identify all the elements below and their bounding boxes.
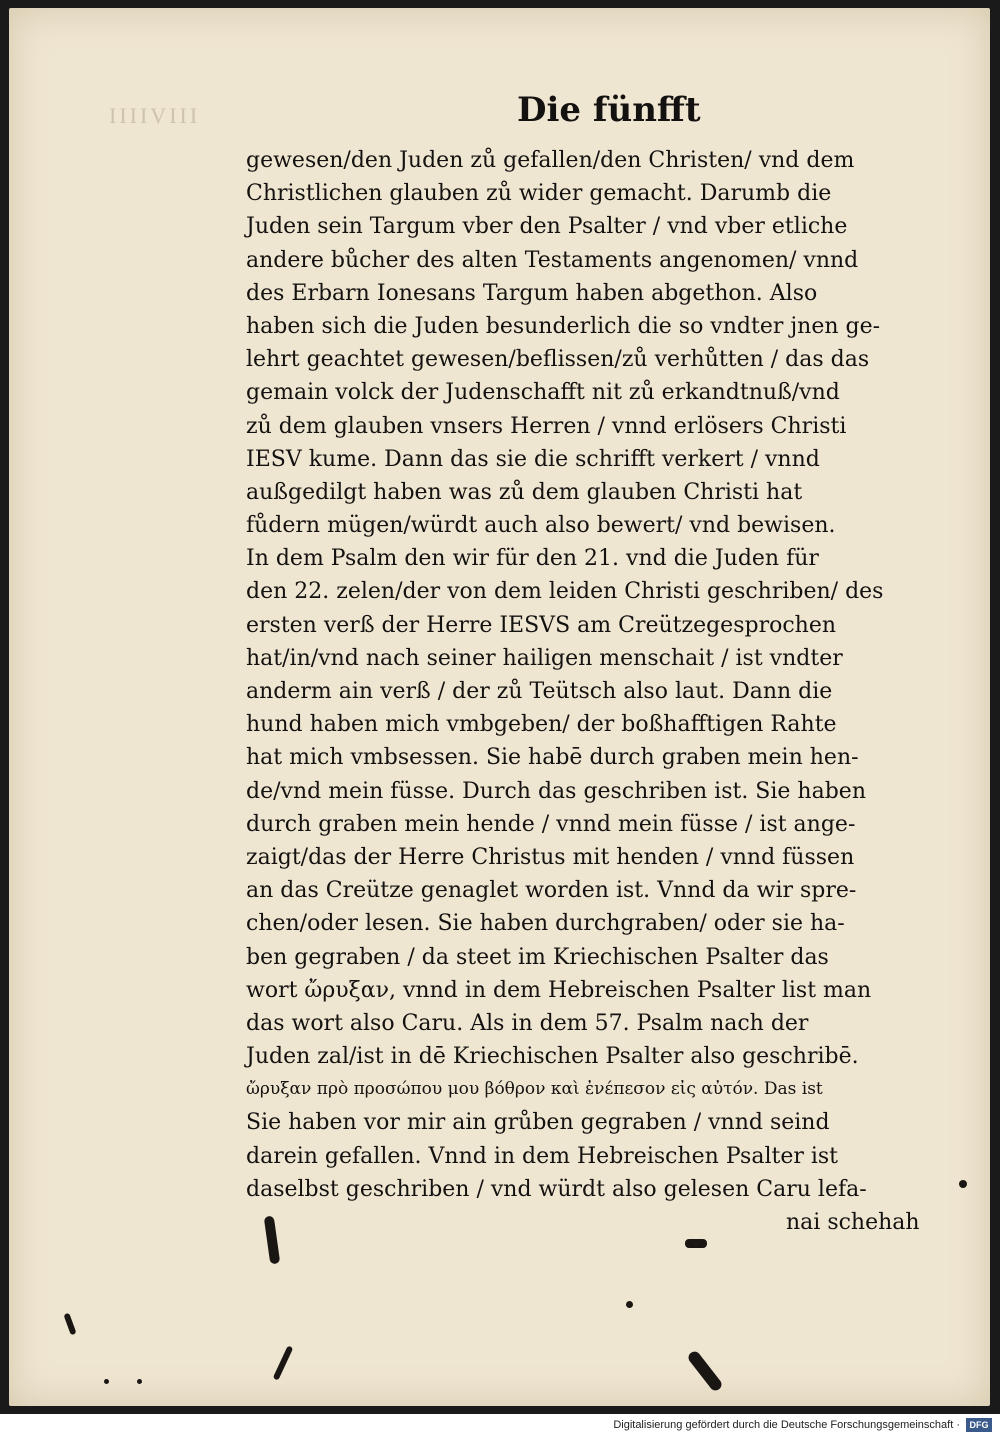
text-line-5: des Erbarn Ionesans Targum haben abgethon. Also [246, 280, 818, 306]
text-line-13: In dem Psalm den wir für den 21. vnd die Juden für [246, 546, 819, 572]
text-line-27: das wort also Caru. Als in dem 57. Psalm nach der [246, 1010, 809, 1036]
ink-speck-1 [104, 1379, 109, 1384]
text-line-7: lehrt geachtet gewesen/beflissen/zů verhůtten / das das [246, 347, 870, 373]
body-text [246, 144, 946, 1239]
text-line-30: Sie haben vor mir ain grůben gegraben / vnnd seind [246, 1110, 830, 1136]
bleed-through-text: IIIIVIII [109, 103, 201, 128]
text-line-19: hat mich vmbsessen. Sie habē durch graben mein hen- [246, 745, 859, 771]
text-line-25: ben gegraben / da steet im Kriechischen Psalter das [246, 944, 829, 970]
text-line-2: Christlichen glauben zů wider gemacht. Darumb die [246, 181, 832, 207]
text-line-10: IESV kume. Dann das sie die schrifft verkert / vnnd [246, 446, 820, 472]
text-line-20: de/vnd mein füsse. Durch das geschriben ist. Sie haben [246, 778, 866, 804]
text-line-26: wort ὤρυξαν, vnnd in dem Hebreischen Psalter list man [246, 977, 872, 1003]
text-line-8: gemain volck der Judenschafft nit zů erkandtnuß/vnd [246, 380, 840, 406]
text-line-28: Juden zal/ist in dē Kriechischen Psalter also geschribē. [246, 1044, 859, 1070]
ink-speck-2 [137, 1379, 142, 1384]
text-line-6: haben sich die Juden besunderlich die so vndter jnen ge- [246, 313, 881, 339]
ink-slash-bottom [273, 1345, 294, 1380]
text-line-18: hund haben mich vmbgeben/ der boßhafftigen Rahte [246, 712, 837, 738]
text-line-24: chen/oder lesen. Sie haben durchgraben/ oder sie ha- [246, 911, 845, 937]
ink-dot-center [626, 1301, 633, 1308]
text-line-16: hat/in/vnd nach seiner hailigen menschait / ist vndter [246, 645, 843, 671]
text-line-23: an das Creütze genaglet worden ist. Vnnd da wir spre- [246, 878, 857, 904]
text-line-21: durch graben mein hende / vnnd mein füsse / ist ange- [246, 811, 856, 837]
running-header: Die fünfft [517, 90, 701, 130]
text-line-14: den 22. zelen/der von dem leiden Christi geschriben/ des [246, 579, 884, 605]
ink-blot-bottom-right [686, 1349, 724, 1393]
text-line-1: gewesen/den Juden zů gefallen/den Christen/ vnd dem [246, 148, 855, 173]
text-line-12: fůdern mügen/würdt auch also bewert/ vnd bewisen. [246, 513, 836, 539]
text-line-11: außgedilgt haben was zů dem glauben Christi hat [246, 479, 803, 505]
funding-notice: Digitalisierung gefördert durch die Deutsche Forschungsgemeinschaft · [613, 1419, 960, 1431]
text-line-15: ersten verß der Herre IESVS am Creützegesprochen [246, 612, 837, 638]
dfg-logo: DFG [966, 1418, 992, 1432]
ink-dot-margin [959, 1180, 967, 1188]
text-line-31: darein gefallen. Vnnd in dem Hebreischen Psalter ist [246, 1143, 839, 1169]
text-line-22: zaigt/das der Herre Christus mit henden / vnnd füssen [246, 844, 855, 870]
text-line-4: andere bůcher des alten Testaments angenomen/ vnnd [246, 247, 859, 273]
footer-bar [0, 1414, 1000, 1437]
greek-quote-line: ὤρυξαν πρὸ προσώπου μου βόθρον καὶ ἐνέπεσον εἰς αὐτόν. Das ist [246, 1079, 823, 1100]
text-line-32: daselbst geschriben / vnd würdt also gelesen Caru lefa- [246, 1176, 867, 1202]
ink-mark-bottom-left [63, 1313, 76, 1336]
book-page [9, 8, 990, 1406]
text-line-9: zů dem glauben vnsers Herren / vnnd erlösers Christi [246, 413, 847, 439]
text-line-3: Juden sein Targum vber den Psalter / vnd vber etliche [246, 214, 848, 240]
ink-dash-right [685, 1239, 707, 1248]
catchword-line: nai schehah [786, 1210, 920, 1235]
text-line-17: anderm ain verß / der zů Teütsch also laut. Dann die [246, 679, 833, 704]
